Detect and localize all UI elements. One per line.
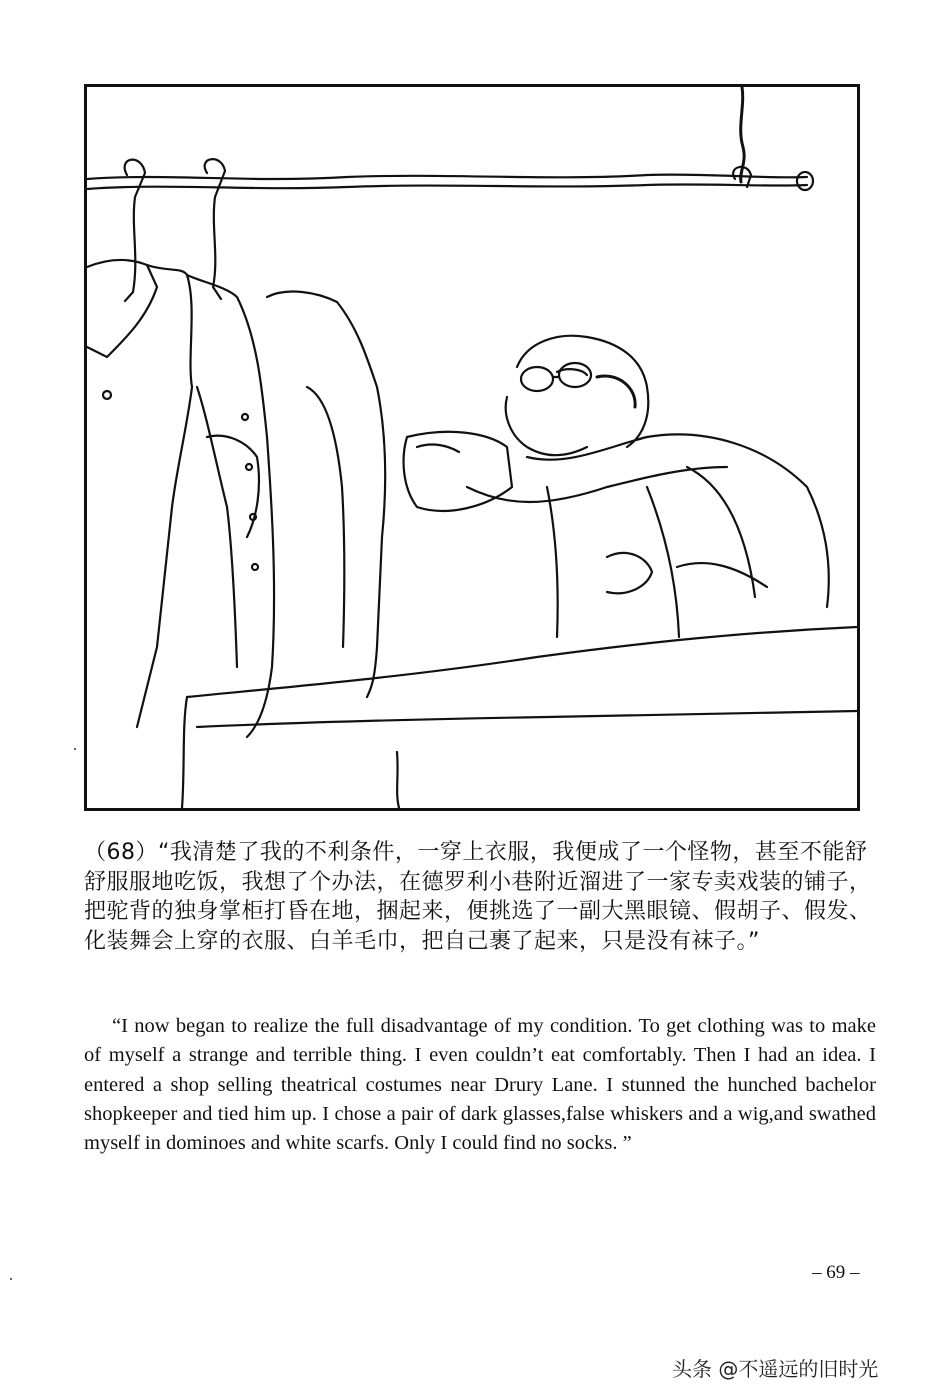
shopkeeper-clothing-rack-illustration [87,87,857,808]
page-number: – 69 – [812,1262,860,1283]
watermark: 头条 @不遥远的旧时光 [672,1357,879,1381]
scan-speck [74,748,76,750]
scan-speck [10,1278,12,1280]
chinese-caption: （68）“我清楚了我的不利条件，一穿上衣服，我便成了一个怪物，甚至不能舒舒服服地吃饭，我想了个办法，在德罗利小巷附近溜进了一家专卖戏装的铺子，把驼背的独身掌柜打昏在地，捆起来，便挑选了一副大黑眼镜、假胡子、假发、化装舞会上穿的衣服、白羊毛巾，把自己裹了起来，只是没有袜子。” [84,840,872,954]
english-caption: “I now began to realize the full disadvantage of my condition. To get clothing was to make of myself a strange and terrible thing. I even couldn’t eat comfortably. Then I had an idea. I entered a shop selling theatrical costumes near Drury Lane. I stunned the hunched bachelor shopkeeper and tied him up. I chose a pair of dark glasses,false whiskers and a wig,and swathed myself in dominoes and white scarfs. Only I could find no socks. ” [84,1015,876,1155]
illustration-frame [84,84,860,811]
